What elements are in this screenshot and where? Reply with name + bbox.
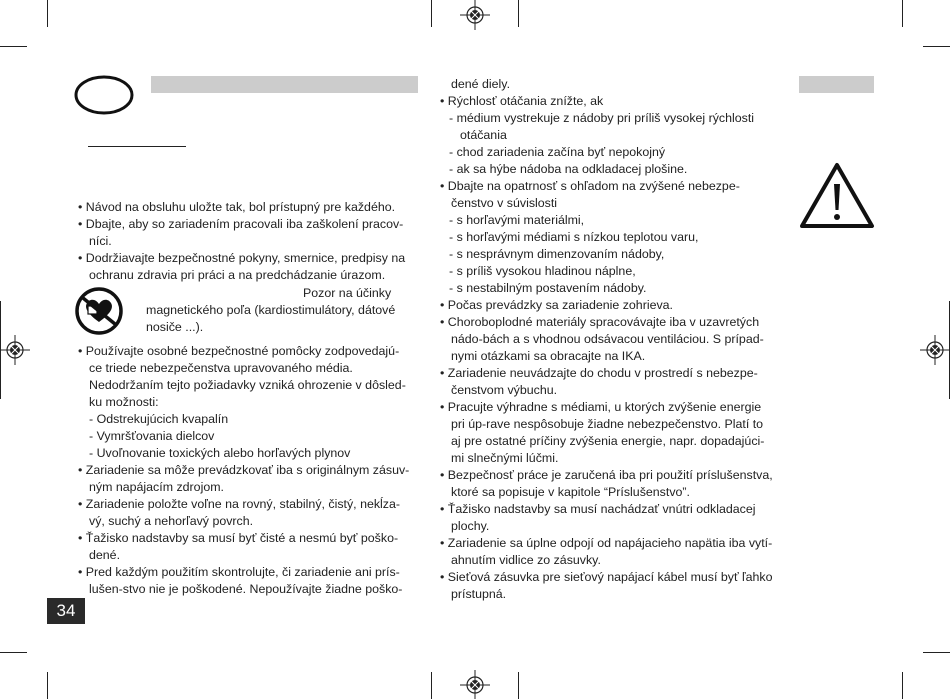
text-line: • Počas prevádzky sa zariadenie zohrieva.	[440, 298, 673, 312]
text-line: • Návod na obsluhu uložte tak, bol prístupný pre každého.	[78, 200, 396, 214]
text-line: • Dbajte na opatrnosť s ohľadom na zvýšené nebezpe-	[440, 179, 740, 193]
crop-mark	[923, 652, 950, 653]
text-line: • Bezpečnosť práce je zaručená iba pri použití príslušenstva,	[440, 468, 773, 482]
text-line: • Choroboplodné materiály spracovávajte iba v uzavretých	[440, 315, 760, 329]
magnetic-notice-line: Pozor na účinky	[303, 286, 392, 300]
crop-mark	[431, 0, 432, 27]
text-line: pri úp-rave nespôsobuje žiadne nebezpečenstvo. Platí to	[451, 417, 764, 431]
crop-mark	[431, 672, 432, 699]
right-column	[440, 76, 780, 603]
text-line: ce triede nebezpečenstva upravovaného média.	[89, 361, 353, 375]
warning-triangle-icon	[798, 160, 876, 230]
text-line: ahnutím vidlice zo zásuvky.	[451, 553, 601, 567]
text-line: • Ťažisko nadstavby sa musí byť čisté a nesmú byť poško-	[78, 531, 399, 545]
text-line: čenstvo v súvislosti	[451, 196, 558, 210]
left-column-2	[78, 343, 418, 598]
text-line: ktoré sa popisuje v kapitole “Príslušenstvo”.	[451, 485, 690, 499]
text-line: - Uvoľnovanie toxických alebo horľavých plynov	[89, 446, 351, 460]
text-line: - Vymršťovania dielcov	[89, 429, 215, 443]
text-line: nymi otázkami sa obracajte na IKA.	[451, 349, 646, 363]
text-line: ným napájacím zdrojom.	[89, 480, 224, 494]
text-line: • Dodržiavajte bezpečnostné pokyny, smernice, predpisy na	[78, 251, 406, 265]
text-line: dené.	[89, 548, 121, 562]
crop-mark	[47, 672, 48, 699]
registration-mark-icon	[460, 0, 490, 30]
crop-mark	[902, 0, 903, 27]
text-line: - s horľavými médiami s nízkou teplotou varu,	[449, 230, 699, 244]
text-line: ku možnosti:	[89, 395, 159, 409]
text-line: níci.	[89, 234, 112, 248]
text-line: • Sieťová zásuvka pre sieťový napájací kábel musí byť ľahko	[440, 570, 773, 584]
left-column	[78, 199, 418, 284]
text-line: - ak sa hýbe nádoba na odkladacej plošine.	[449, 162, 688, 176]
section-rule	[88, 146, 186, 147]
crop-mark	[47, 0, 48, 27]
registration-mark-icon	[920, 335, 950, 365]
header-bar	[151, 76, 418, 93]
text-line: čenstvom výbuchu.	[451, 383, 558, 397]
crop-mark	[902, 672, 903, 699]
magnetic-notice-line: magnetického poľa (kardiostimulátory, dátové	[146, 303, 396, 317]
text-line: • Pred každým použitím skontrolujte, či zariadenie ani prís-	[78, 565, 400, 579]
text-line: nádo-bách a s vhodnou odsávacou ventiláciou. S prípad-	[451, 332, 764, 346]
text-line: prístupná.	[451, 587, 507, 601]
text-line: - s nesprávnym dimenzovaním nádoby,	[449, 247, 665, 261]
text-line: - chod zariadenia začína byť nepokojný	[449, 145, 666, 159]
registration-mark-icon	[0, 335, 30, 365]
page-number: 34	[47, 598, 85, 624]
registration-mark-icon	[460, 670, 490, 699]
text-line: - s príliš vysokou hladinou náplne,	[449, 264, 636, 278]
text-line: Nedodržaním tejto požiadavky vzniká ohrozenie v dôsled-	[89, 378, 406, 392]
no-pacemaker-icon	[74, 286, 124, 336]
text-line: lušen-stvo nie je poškodené. Nepoužívajte žiadne poško-	[89, 582, 403, 596]
magnetic-notice-line: nosiče ...).	[146, 320, 204, 334]
text-line: - s nestabilným postavením nádoby.	[449, 281, 647, 295]
text-line: • Zariadenie sa úplne odpojí od napájacieho napätia iba vytí-	[440, 536, 773, 550]
header-bar-right	[799, 76, 874, 93]
text-line: • Ťažisko nadstavby sa musí nachádzať vnútri odkladacej	[440, 502, 756, 516]
text-line: • Používajte osobné bezpečnostné pomôcky zodpovedajú-	[78, 344, 400, 358]
text-line: aj pre ostatné príčiny zvýšenia energie, napr. dopadajúci-	[451, 434, 765, 448]
crop-mark	[518, 0, 519, 27]
text-line: • Rýchlosť otáčania znížte, ak	[440, 94, 604, 108]
text-line: ochranu zdravia pri práci a na predchádzanie úrazom.	[89, 268, 386, 282]
text-line: • Pracujte výhradne s médiami, u ktorých zvýšenie energie	[440, 400, 762, 414]
text-line: • Zariadenie položte voľne na rovný, stabilný, čistý, nekĺza-	[78, 497, 401, 511]
crop-mark	[0, 46, 27, 47]
text-line: • Zariadenie sa môže prevádzkovať iba s originálnym zásuv-	[78, 463, 410, 477]
text-line: • Zariadenie neuvádzajte do chodu v prostredí s nebezpe-	[440, 366, 758, 380]
text-line: - s horľavými materiálmi,	[449, 213, 585, 227]
text-line: otáčania	[460, 128, 507, 142]
text-line: mi slnečnými lúčmi.	[451, 451, 559, 465]
text-line: - médium vystrekuje z nádoby pri príliš vysokej rýchlosti	[449, 111, 755, 125]
text-line: dené diely.	[451, 77, 511, 91]
crop-mark	[923, 46, 950, 47]
crop-mark	[518, 672, 519, 699]
crop-mark	[0, 652, 27, 653]
text-line: vý, suchý a nehorľavý povrch.	[89, 514, 254, 528]
magnetic-notice	[146, 285, 418, 336]
text-line: - Odstrekujúcich kvapalín	[89, 412, 229, 426]
text-line: • Dbajte, aby so zariadením pracovali iba zaškolení pracov-	[78, 217, 404, 231]
language-badge-icon	[73, 74, 135, 116]
text-line: plochy.	[451, 519, 490, 533]
